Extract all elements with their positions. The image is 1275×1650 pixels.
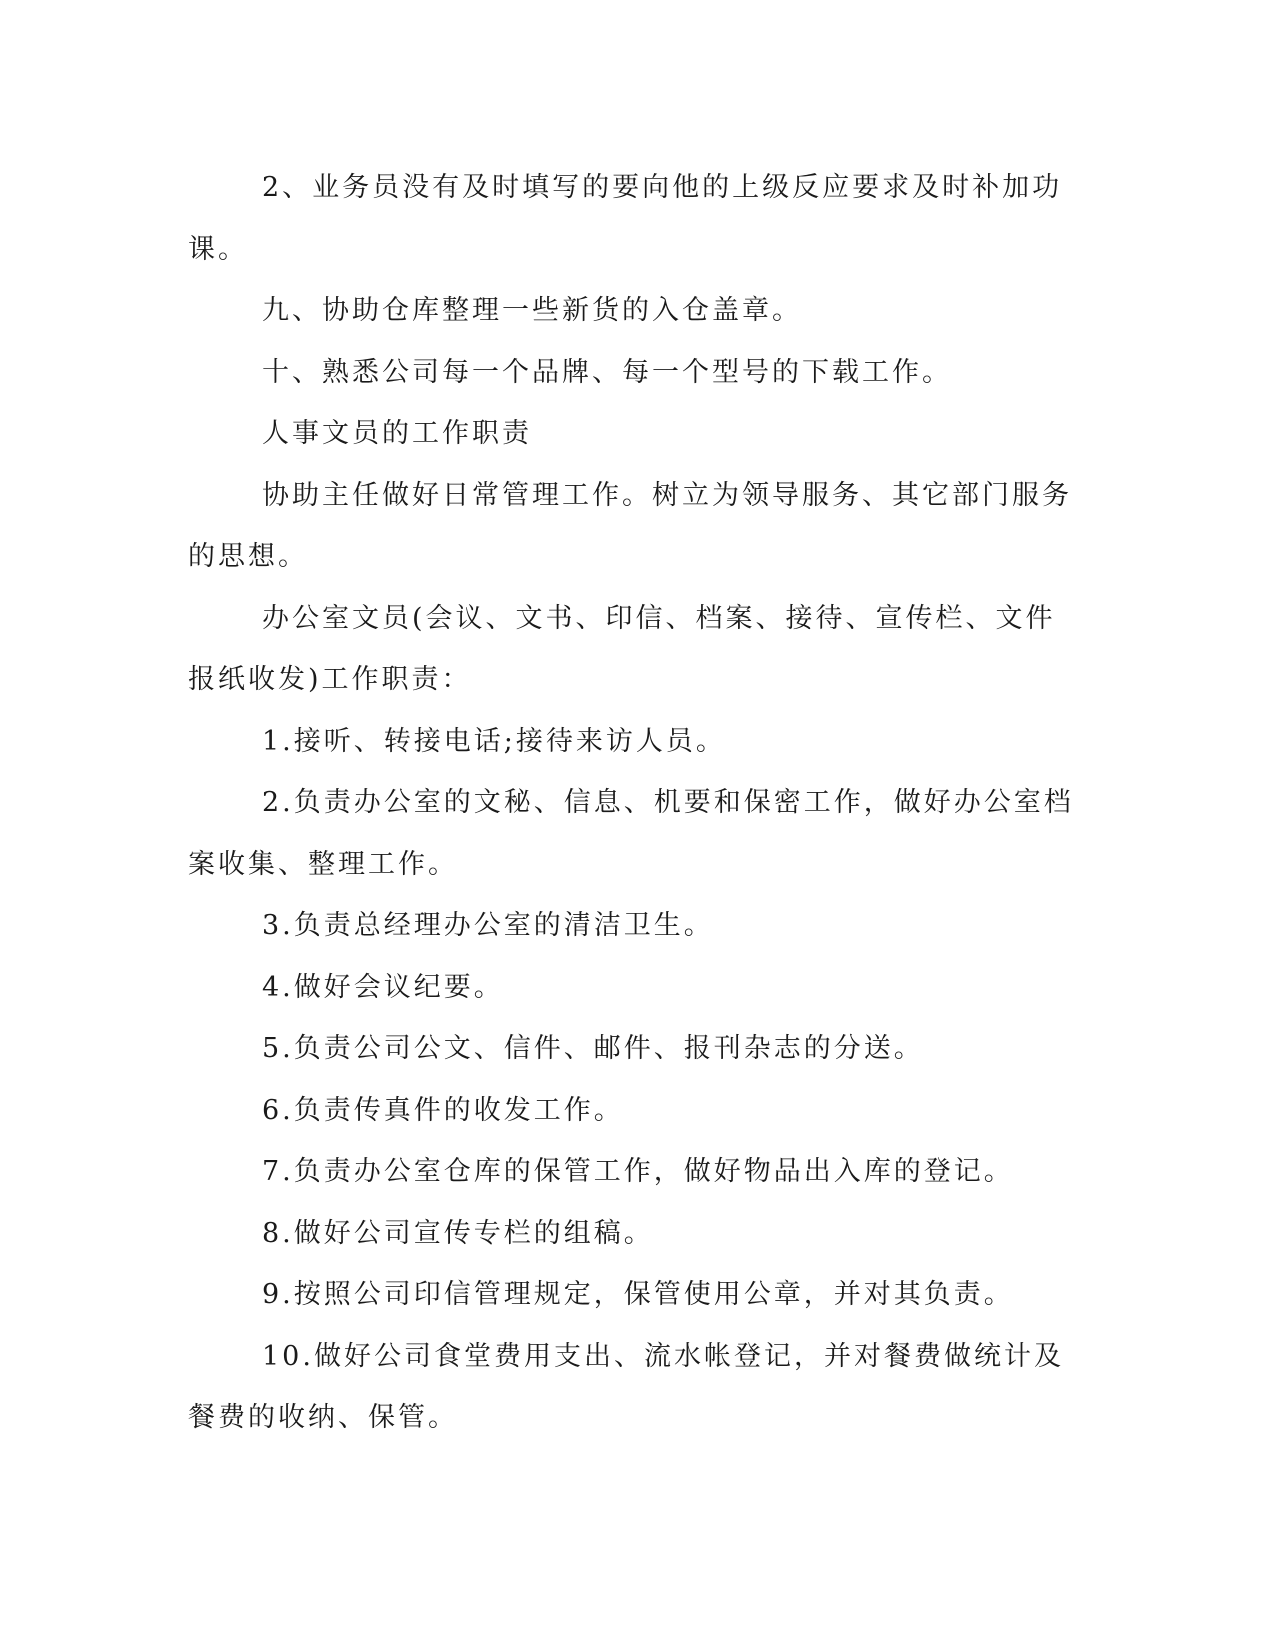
paragraph-3: 十、熟悉公司每一个品牌、每一个型号的下载工作。 bbox=[262, 356, 952, 388]
paragraph-1: 2、业务员没有及时填写的要向他的上级反应要求及时补加功课。 bbox=[188, 172, 1063, 265]
section-heading: 人事文员的工作职责 bbox=[262, 418, 532, 449]
paragraph-2: 九、协助仓库整理一些新货的入仓盖章。 bbox=[262, 295, 802, 326]
list-item-7: 7.负责办公室仓库的保管工作，做好物品出入库的登记。 bbox=[262, 1156, 1014, 1187]
list-item-1: 1.接听、转接电话;接待来访人员。 bbox=[262, 725, 726, 757]
list-item-10: 10.做好公司食堂费用支出、流水帐登记，并对餐费做统计及餐费的收纳、保管。 bbox=[188, 1340, 1064, 1433]
list-item-6: 6.负责传真件的收发工作。 bbox=[262, 1094, 624, 1126]
list-item-9: 9.按照公司印信管理规定，保管使用公章，并对其负责。 bbox=[262, 1279, 1014, 1310]
list-item-8: 8.做好公司宣传专栏的组稿。 bbox=[262, 1217, 654, 1249]
list-item-5: 5.负责公司公文、信件、邮件、报刊杂志的分送。 bbox=[262, 1033, 924, 1064]
paragraph-6: 办公室文员(会议、文书、印信、档案、接待、宣传栏、文件报纸收发)工作职责： bbox=[188, 602, 1056, 695]
list-item-4: 4.做好会议纪要。 bbox=[262, 971, 504, 1003]
document-body bbox=[188, 157, 1076, 1449]
list-item-3: 3.负责总经理办公室的清洁卫生。 bbox=[262, 910, 714, 941]
paragraph-5: 协助主任做好日常管理工作。树立为领导服务、其它部门服务的思想。 bbox=[188, 479, 1072, 572]
list-item-2: 2.负责办公室的文秘、信息、机要和保密工作，做好办公室档案收集、整理工作。 bbox=[188, 787, 1074, 880]
